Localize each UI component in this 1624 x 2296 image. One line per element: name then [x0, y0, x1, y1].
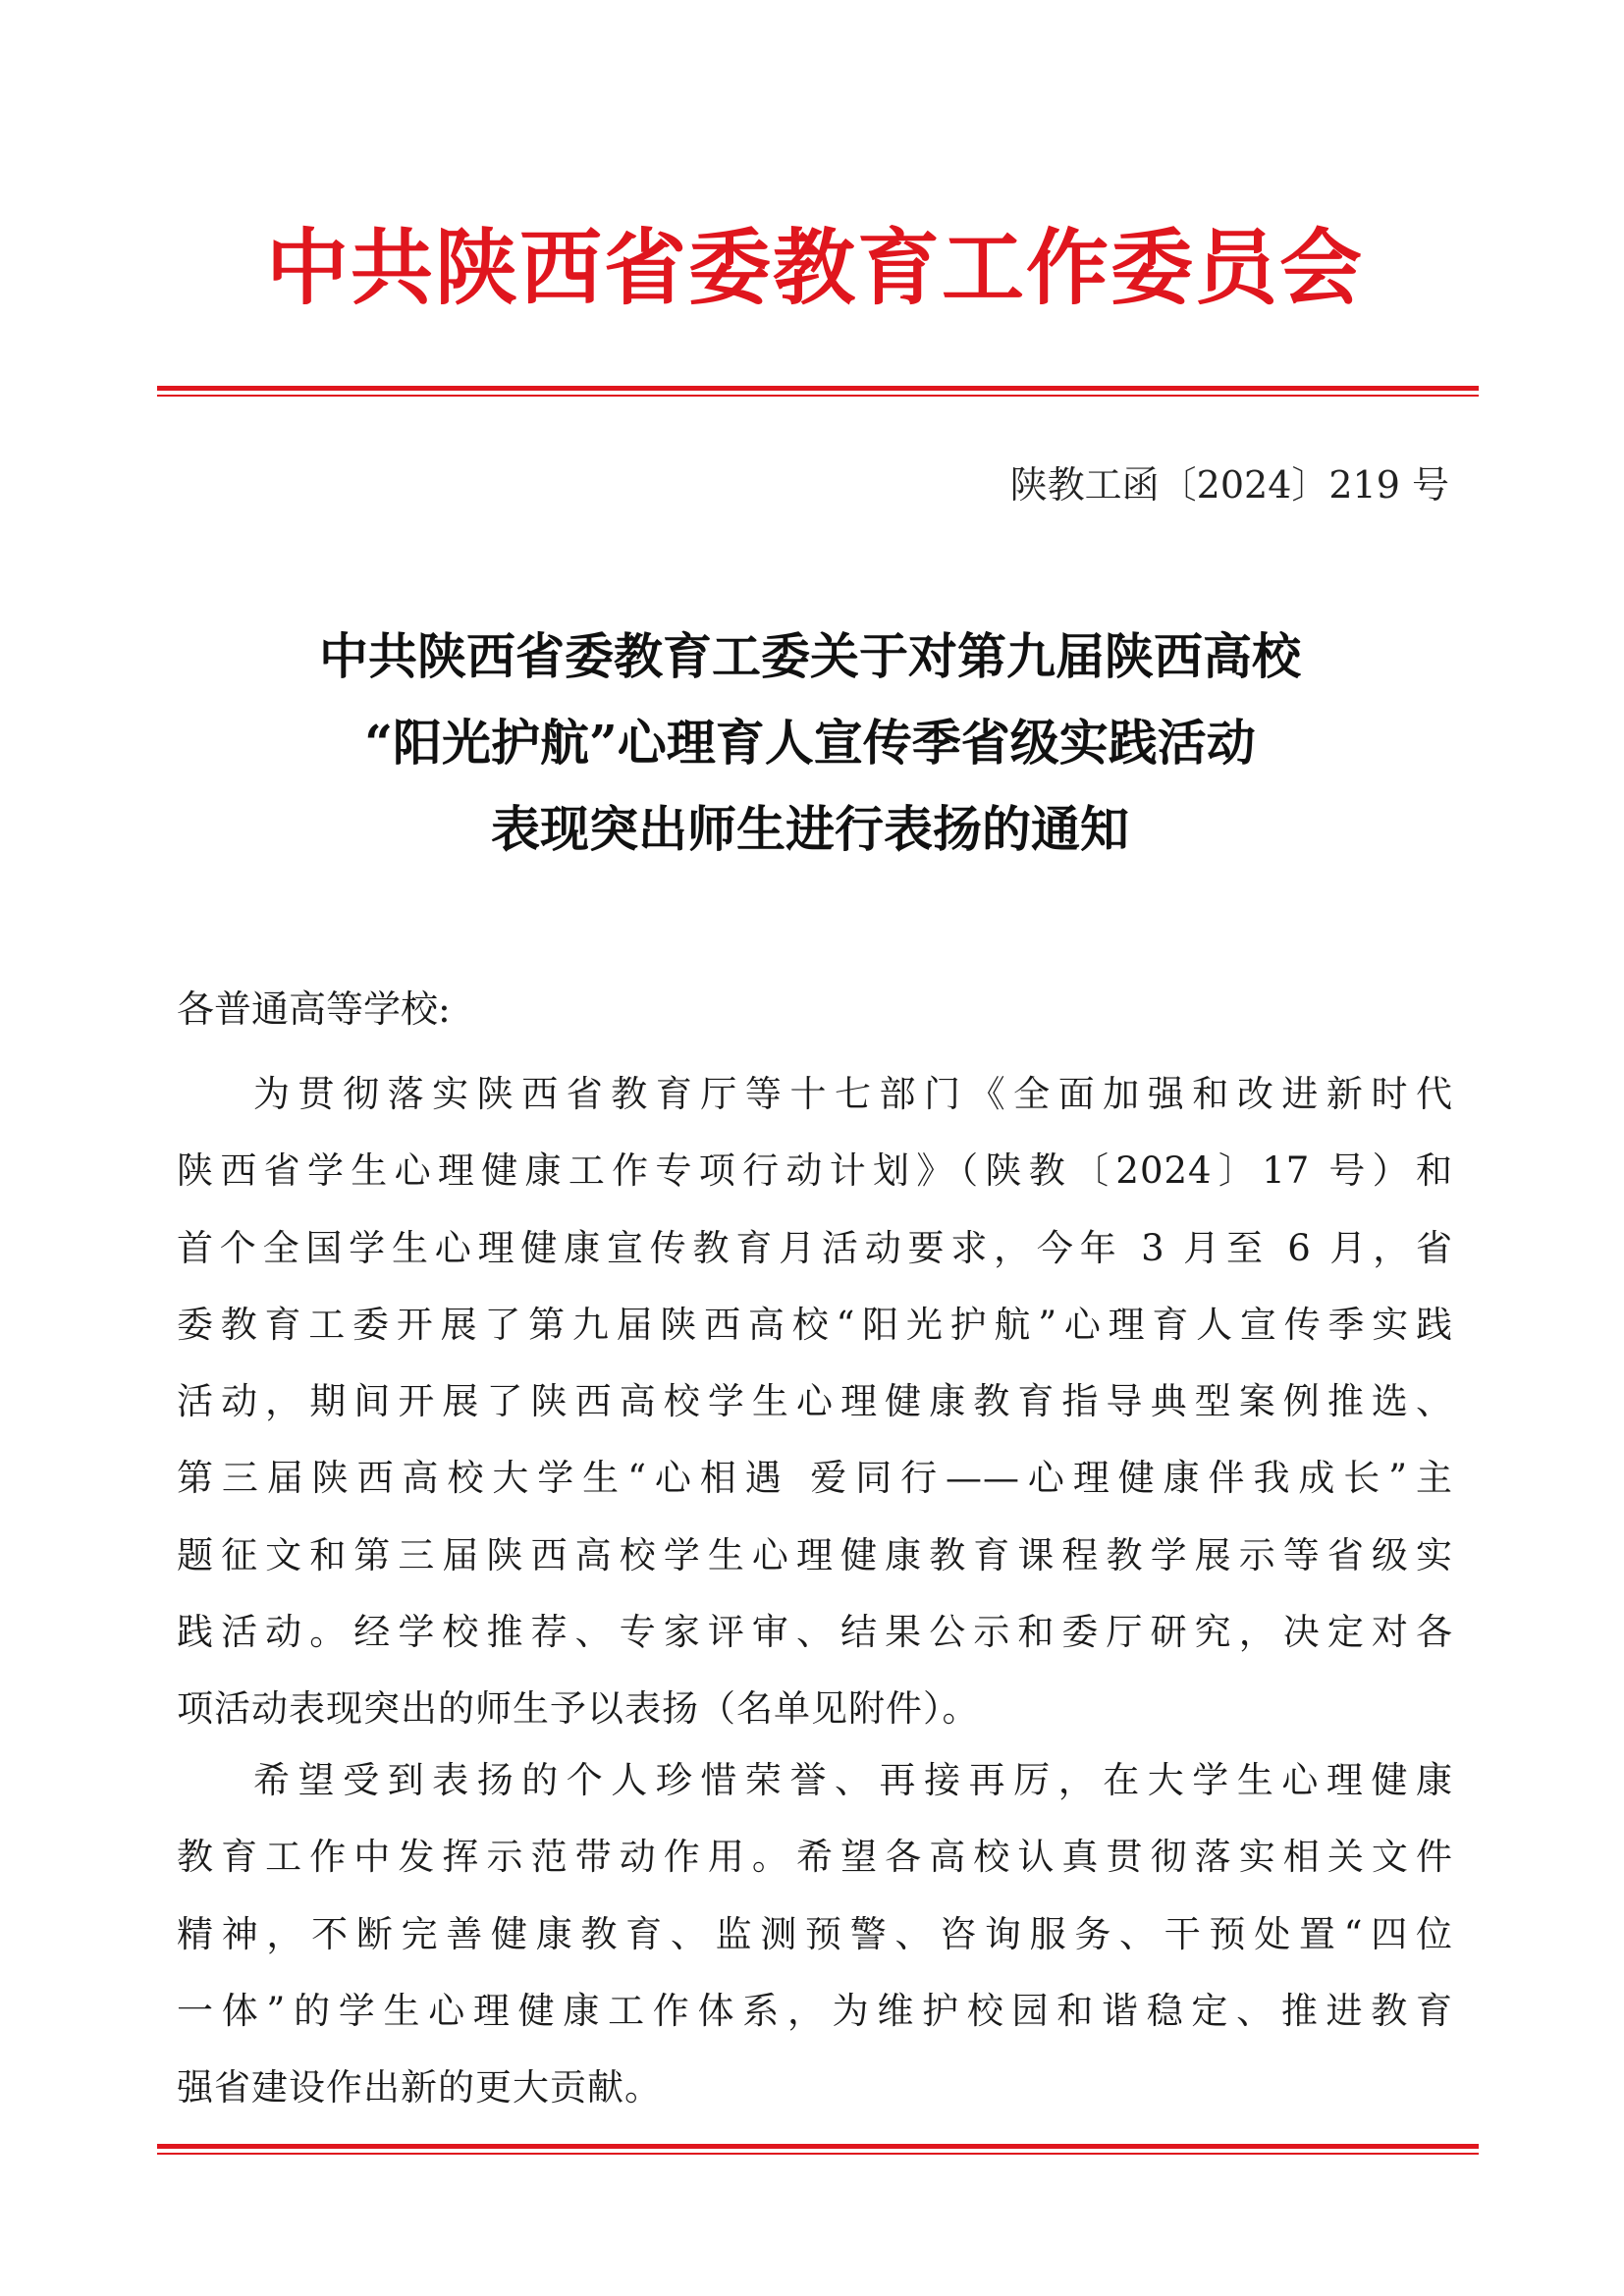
- paragraph-line: 教育工作中发挥示范带动作用。希望各高校认真贯彻落实相关文件: [177, 1836, 1453, 1879]
- paragraph-line: 委教育工委开展了第九届陕西高校“阳光护航”心理育人宣传季实践: [177, 1303, 1453, 1346]
- document-number: 陕教工函〔2024〕219 号: [1009, 463, 1449, 507]
- paragraph-line: 项活动表现突出的师生予以表扬（名单见附件）。: [177, 1687, 980, 1731]
- paragraph-line: 为贯彻落实陕西省教育厅等十七部门《全面加强和改进新时代: [253, 1073, 1453, 1115]
- thick-rule: [157, 386, 1479, 391]
- paragraph-line: 活动，期间开展了陕西高校学生心理健康教育指导典型案例推选、: [177, 1380, 1453, 1423]
- issuing-organization-title: 中共陕西省委教育工作委员会: [265, 219, 1364, 316]
- paragraph-line: 题征文和第三届陕西高校学生心理健康教育课程教学展示等省级实: [177, 1533, 1453, 1576]
- paragraph-line: 希望受到表扬的个人珍惜荣誉、再接再厉，在大学生心理健康: [253, 1759, 1453, 1801]
- paragraph-line: 首个全国学生心理健康宣传教育月活动要求，今年 3 月至 6 月，省: [177, 1226, 1453, 1269]
- notice-title-line: 中共陕西省委教育工委关于对第九届陕西高校: [319, 627, 1301, 685]
- notice-title-line: 表现突出师生进行表扬的通知: [491, 800, 1129, 858]
- paragraph-line: 践活动。经学校推荐、专家评审、结果公示和委厅研究，决定对各: [177, 1611, 1453, 1654]
- paragraph-line: 陕西省学生心理健康工作专项行动计划》（陕教〔2024〕17 号）和: [177, 1149, 1453, 1193]
- thin-rule: [157, 2153, 1479, 2155]
- salutation: 各普通高等学校:: [177, 988, 451, 1031]
- notice-title-line: “阳光护航”心理育人宣传季省级实践活动: [364, 714, 1256, 772]
- paragraph-line: 一体”的学生心理健康工作体系，为维护校园和谐稳定、推进教育: [177, 1989, 1453, 2032]
- paragraph-line: 精神，不断完善健康教育、监测预警、咨询服务、干预处置“四位: [177, 1912, 1453, 1955]
- body-paragraph-1: [177, 1056, 1453, 1748]
- notice-title: [157, 614, 1463, 873]
- thick-rule: [157, 2144, 1479, 2149]
- paragraph-line: 强省建设作出新的更大贡献。: [177, 2066, 662, 2109]
- header-red-divider: [157, 386, 1479, 397]
- thin-rule: [157, 395, 1479, 397]
- footer-red-divider: [157, 2144, 1479, 2155]
- paragraph-line: 第三届陕西高校大学生“心相遇 爱同行——心理健康伴我成长”主: [177, 1457, 1453, 1500]
- body-paragraph-2: [177, 1742, 1453, 2126]
